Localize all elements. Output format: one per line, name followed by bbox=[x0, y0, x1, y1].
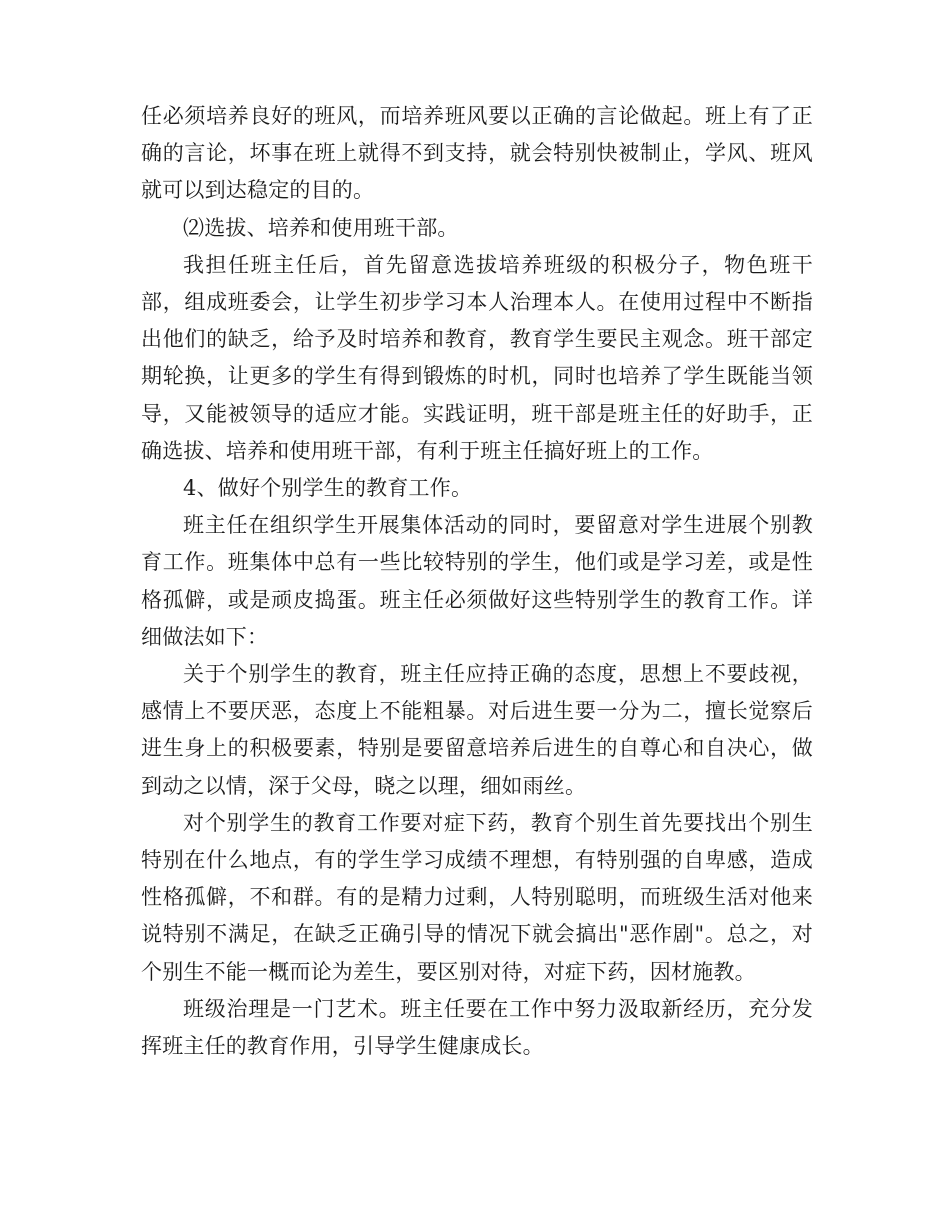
paragraph-class-style: 任必须培养良好的班风，而培养班风要以正确的言论做起。班上有了正确的言论，坏事在班上就得不到支持，就会特别快被制止，学风、班风就可以到达稳定的目的。 bbox=[141, 104, 813, 203]
heading-individual-education: 4、做好个别学生的教育工作。 bbox=[183, 476, 473, 501]
paragraph-conclusion: 班级治理是一门艺术。班主任要在工作中努力汲取新经历，充分发挥班主任的教育作用，引导学生健康成长。 bbox=[141, 996, 813, 1059]
document-body bbox=[141, 98, 813, 1065]
heading-select-cadres: ⑵选拔、培养和使用班干部。 bbox=[183, 215, 459, 240]
paragraph-targeted-education: 对个别学生的教育工作要对症下药，教育个别生首先要找出个别生特别在什么地点，有的学生学习成绩不理想，有特别强的自卑感，造成性格孤僻，不和群。有的是精力过剩，人特别聪明，而班级生活对他来说特别不满足，在缺乏正确引导的情况下就会搞出"恶作剧"。总之，对个别生不能一概而论为差生，要区别对待，对症下药，因材施教。 bbox=[141, 810, 813, 984]
paragraph-class-cadres: 我担任班主任后，首先留意选拔培养班级的积极分子，物色班干部，组成班委会，让学生初步学习本人治理本人。在使用过程中不断指出他们的缺乏，给予及时培养和教育，教育学生要民主观念。班干部定期轮换，让更多的学生有得到锻炼的时机，同时也培养了学生既能当领导，又能被领导的适应才能。实践证明，班干部是班主任的好助手，正确选拔、培养和使用班干部，有利于班主任搞好班上的工作。 bbox=[141, 252, 813, 463]
paragraph-special-students: 班主任在组织学生开展集体活动的同时，要留意对学生进展个别教育工作。班集体中总有一些比较特别的学生，他们或是学习差，或是性格孤僻，或是顽皮捣蛋。班主任必须做好这些特别学生的教育工作。详细做法如下： bbox=[141, 513, 813, 649]
paragraph-attitude: 关于个别学生的教育，班主任应持正确的态度，思想上不要歧视，感情上不要厌恶，态度上不能粗暴。对后进生要一分为二，擅长觉察后进生身上的积极要素，特别是要留意培养后进生的自尊心和自决心，做到动之以情，深于父母，晓之以理，细如雨丝。 bbox=[141, 662, 813, 798]
